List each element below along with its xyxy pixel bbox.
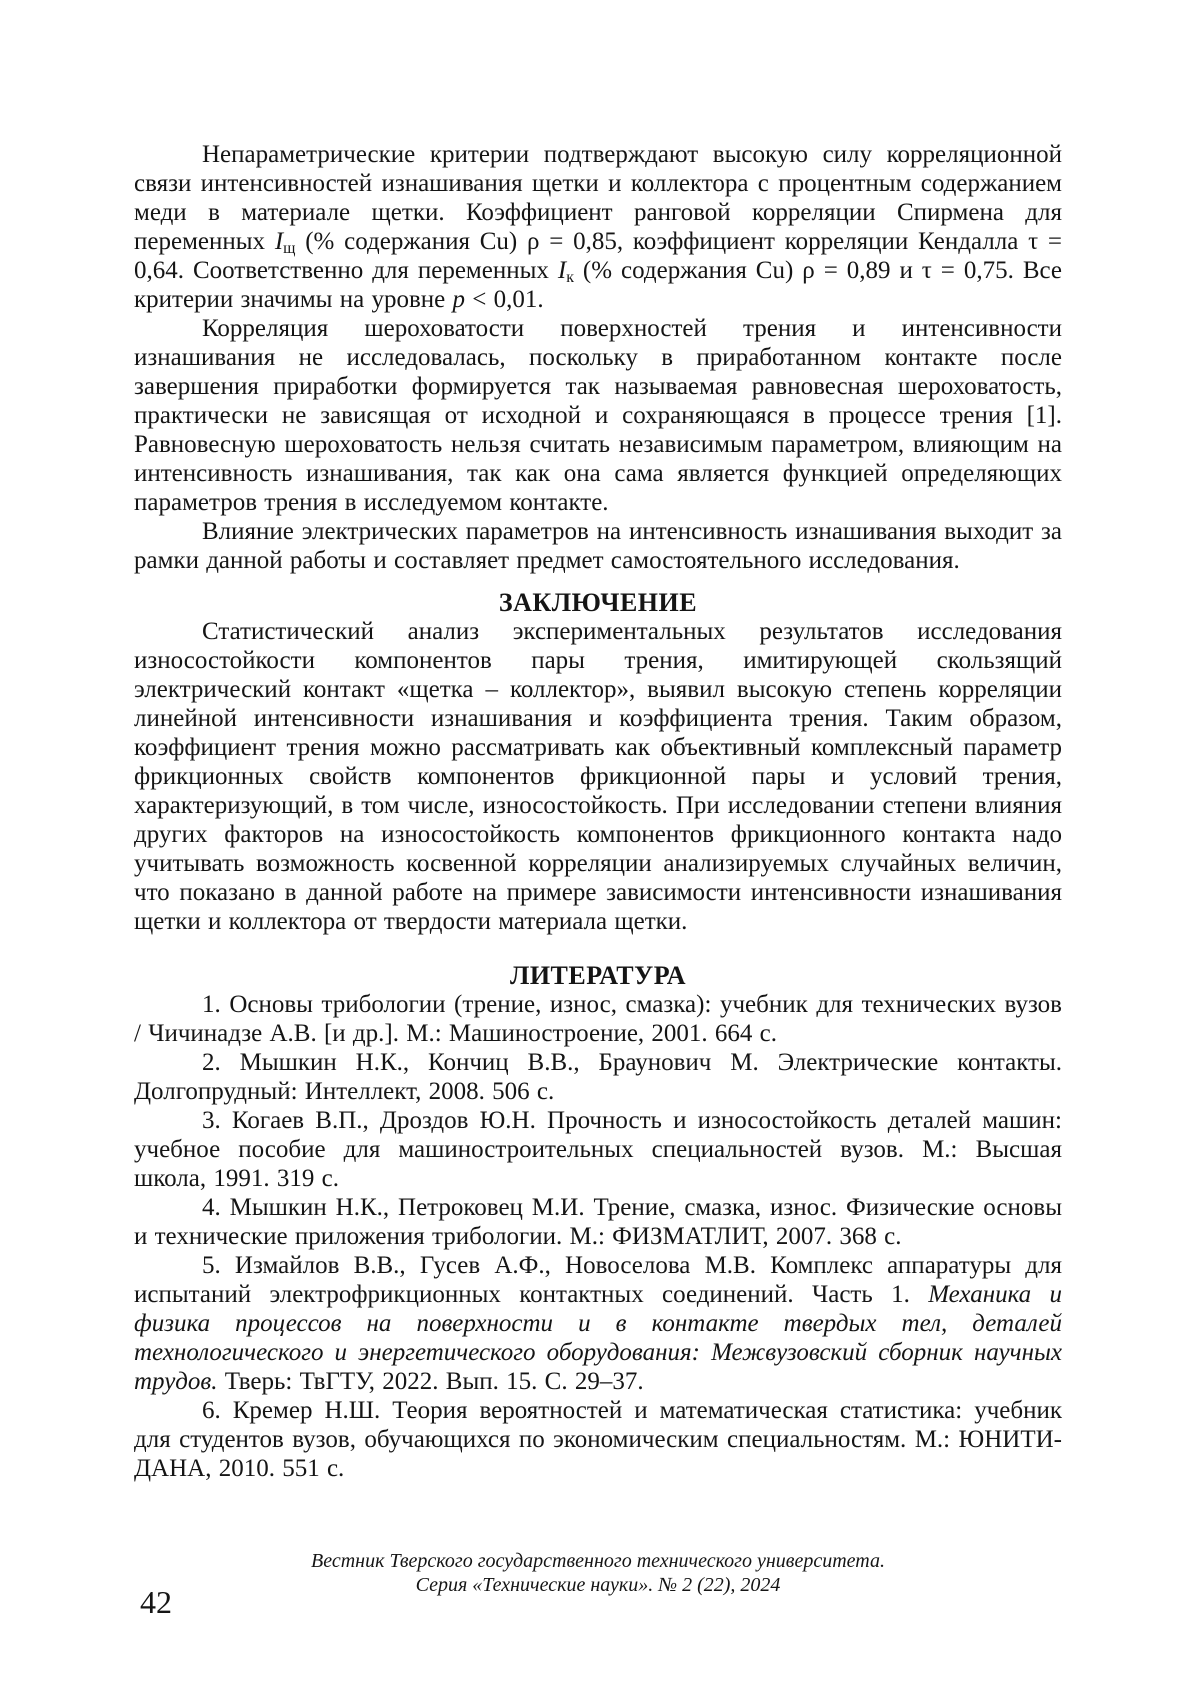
footer-series-issue: Серия «Технические науки». № 2 (22), 2024 (415, 1574, 781, 1596)
conclusion-heading: ЗАКЛЮЧЕНИЕ (498, 588, 698, 617)
paragraph-nonparametric-criteria (134, 140, 1062, 314)
variable-I-brush: I (274, 228, 284, 255)
reference-6: 6. Кремер Н.Ш. Теория вероятностей и математическая статистика: учебник для студентов вузов, обучающихся по экономическим специальностям. М.: ЮНИТИ-ДАНА, 2010. 551 с. (134, 1397, 1062, 1482)
subscript-collector: к (566, 269, 574, 286)
reference-text: 5. Измайлов В.В., Гусев А.Ф., Новоселова М.В. Комплекс аппаратуры для испытаний электрофрикционных контактных соединений. Часть 1. (134, 1252, 1062, 1308)
reference-italic-title: Механика и физика процессов на поверхности и в контакте твердых тел, деталей технологического и энергетического оборудования: Межвузовский сборник научных трудов. (134, 1281, 1062, 1395)
paragraph-text: (% содержания Cu) ρ = 0,89 и τ = 0,75. Все критерии значимы на уровне (134, 257, 1062, 313)
paragraph-text: Непараметрические критерии подтверждают высокую силу корреляционной связи интенсивностей изнашивания щетки и коллектора с процентным содержанием меди в материале щетки. Коэффициент ранговой корреляции Спирмена для переменных (134, 141, 1062, 255)
paragraph-roughness-correlation: Корреляция шероховатости поверхностей трения и интенсивности изнашивания не исследовалась, поскольку в приработанном контакте после завершения приработки формируется так называемая равновесная шероховатость, практически не зависящая от исходной и сохраняющаяся в процессе трения [1]. Равновесную шероховатость нельзя считать независимым параметром, влияющим на интенсивность изнашивания, так как она сама является функцией определяющих параметров трения в исследуемом контакте. (134, 315, 1062, 516)
paragraph-conclusion: Статистический анализ экспериментальных результатов исследования износостойкости компонентов пары трения, имитирующей скользящий электрический контакт «щетка – коллектор», выявил высокую степень корреляции линейной интенсивности изнашивания и коэффициента трения. Таким образом, коэффициент трения можно рассматривать как объективный комплексный параметр фрикционных свойств компонентов фрикционной пары и условий трения, характеризующий, в том числе, износостойкость. При исследовании степени влияния других факторов на износостойкость компонентов фрикционного контакта надо учитывать возможность косвенной корреляции анализируемых случайных величин, что показано в данной работе на примере зависимости интенсивности изнашивания щетки и коллектора от твердости материала щетки. (134, 618, 1062, 935)
literature-heading: ЛИТЕРАТУРА (509, 961, 687, 990)
paragraph-electrical-params: Влияние электрических параметров на интенсивность изнашивания выходит за рамки данной работы и составляет предмет самостоятельного исследования. (134, 518, 1062, 574)
reference-2: 2. Мышкин Н.К., Кончиц В.В., Браунович М. Электрические контакты. Долгопрудный: Интеллект, 2008. 506 с. (134, 1049, 1062, 1105)
paragraph-text: (% содержания Cu) ρ = 0,85, коэффициент корреляции Кендалла τ = 0,64. Соответственно для переменных (134, 228, 1062, 284)
paragraph-text: < 0,01. (464, 286, 544, 313)
reference-1: 1. Основы трибологии (трение, износ, смазка): учебник для технических вузов / Чичинадзе А.В. [и др.]. М.: Машиностроение, 2001. 664 с. (134, 991, 1062, 1047)
journal-footer (134, 1549, 1062, 1597)
page-content (134, 140, 1062, 1483)
variable-p: p (452, 286, 465, 313)
footer-journal-title: Вестник Тверского государственного технического университета. (311, 1550, 885, 1572)
reference-5 (134, 1251, 1062, 1396)
reference-text: Тверь: ТвГТУ, 2022. Вып. 15. С. 29–37. (217, 1368, 644, 1395)
reference-4: 4. Мышкин Н.К., Петроковец М.И. Трение, смазка, износ. Физические основы и технические приложения трибологии. М.: ФИЗМАТЛИТ, 2007. 368 с. (134, 1194, 1062, 1250)
variable-I-collector: I (557, 257, 567, 284)
reference-3: 3. Когаев В.П., Дроздов Ю.Н. Прочность и износостойкость деталей машин: учебное пособие для машиностроительных специальностей вузов. М.: Высшая школа, 1991. 319 с. (134, 1107, 1062, 1192)
page-number: 42 (140, 1584, 172, 1620)
subscript-brush: щ (283, 240, 296, 257)
